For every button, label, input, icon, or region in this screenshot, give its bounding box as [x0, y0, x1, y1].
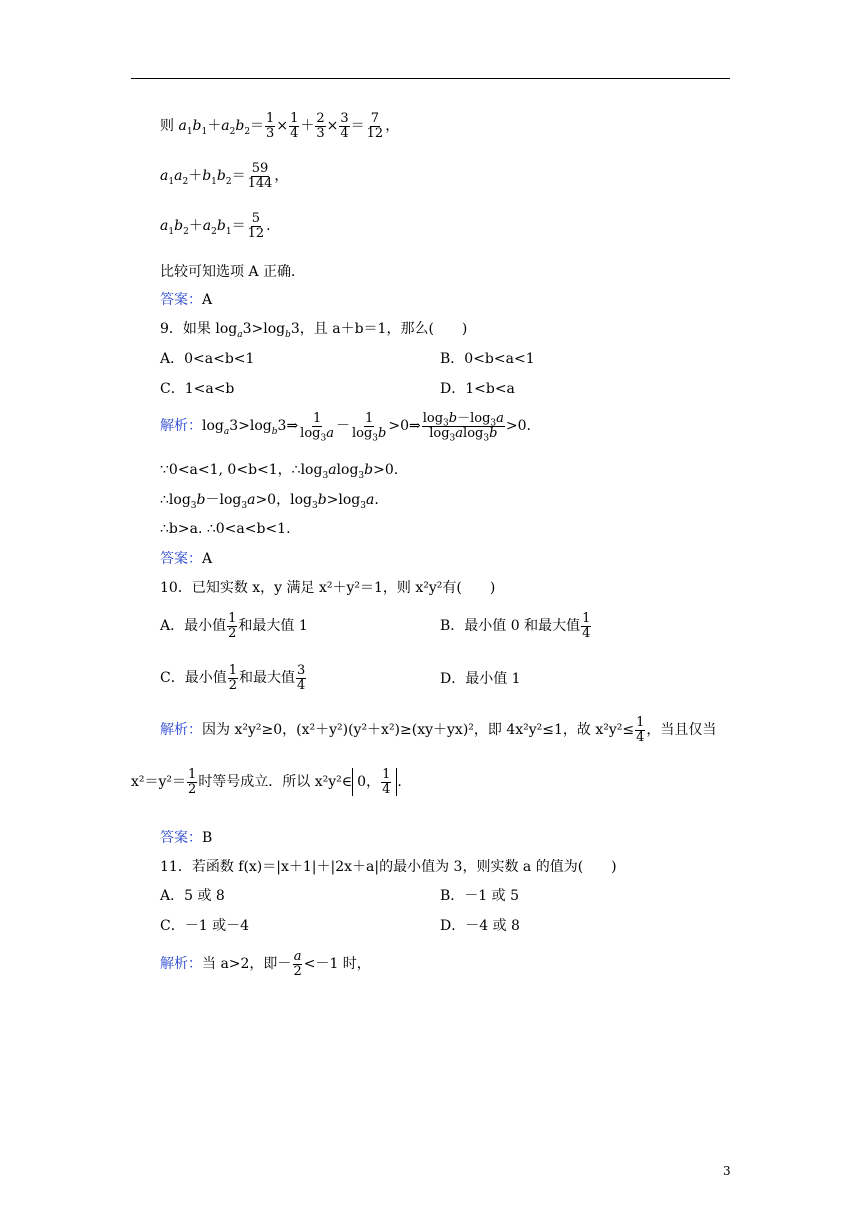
- answer-3: 答案：B: [160, 830, 213, 846]
- q9-option-b: B．0<b<a<1: [440, 351, 535, 367]
- q10-option-c: C．最小值 $\frac{1}{2}$ 和最大值 $\frac{3}{4}$: [160, 663, 306, 693]
- q10-analysis-1: 解析：因为 x²y²≥0，(x²＋y²)(y²＋x²)≥(xy＋yx)²，即 4x²y²≤1，故 x²y²≤ $\frac{1}{4}$ ，当且仅当: [160, 715, 717, 745]
- q10-option-b: B．最小值 0 和最大值 $\frac{1}{4}$: [440, 611, 591, 641]
- q9-analysis-2: ∵0<a<1, 0<b<1，$\therefore\log_3alog_3b>0$.: [160, 462, 399, 481]
- q10-stem: 10．已知实数 x，y 满足 x²＋y²＝1，则 x²y²有( ): [160, 580, 496, 596]
- answer-1: 答案：A: [160, 292, 213, 308]
- q11-option-d: D．－4 或 8: [440, 918, 520, 934]
- page-number: 3: [723, 1164, 731, 1178]
- q10-option-a: A．最小值 $\frac{1}{2}$ 和最大值 1: [160, 611, 308, 641]
- q11-analysis: 解析：当 a>2，即－ $\frac{a}{2}$ <－1 时，: [160, 949, 371, 979]
- q9-option-d: D．1<b<a: [440, 381, 515, 397]
- q10-analysis-2: x²＝y²＝ $\frac{1}{2}$ 时等号成立．所以 x²y²∈ 0， $\frac{1}{4}$ .: [131, 767, 402, 797]
- eq-a1b1: 则 $a_1b_1+a_2b_2=$ $\frac{1}{3}$ × $\frac{1}{4}$ ＋ $\frac{2}{3}$ × $\frac{3}{4}$ ＝ $\frac{7}{12}$ ，: [160, 111, 400, 141]
- q11-option-c: C．－1 或－4: [160, 918, 249, 934]
- compare-line: 比较可知选项 A 正确．: [160, 264, 306, 280]
- q9-analysis-1: 解析：$\log_a3>\log_b3\Rightarrow$ $\frac{1}{\log_3a}$ － $\frac{1}{\log_3b}$ >0⇒ $\frac{\log_3b-\log_3a}{\log_3alog_3b}$ >0.: [160, 411, 532, 444]
- eq-a1a2: $a_1a_2+b_1b_2=$ $\frac{59}{144}$ ，: [160, 161, 289, 191]
- q10-option-d: D．最小值 1: [440, 671, 521, 687]
- q9-analysis-3: $\therefore\log_3b-\log_3a>0$，$\log_3b>\log_3a$.: [160, 492, 379, 511]
- q9-option-a: A．0<a<b<1: [160, 351, 255, 367]
- q9-analysis-4: ∴b>a. ∴0<a<b<1.: [160, 521, 291, 537]
- q11-option-a: A．5 或 8: [160, 888, 225, 904]
- answer-2: 答案：A: [160, 551, 213, 567]
- q9-option-c: C．1<a<b: [160, 381, 235, 397]
- header-rule: [131, 78, 730, 79]
- q11-option-b: B．－1 或 5: [440, 888, 520, 904]
- eq-a1b2: $a_1b_2+a_2b_1=$ $\frac{5}{12}$ .: [160, 211, 271, 241]
- q9-stem: 9．如果 $\log_a3>\log_b3$，且 a＋b＝1，那么( ): [160, 321, 468, 340]
- q11-stem: 11．若函数 f(x)＝|x＋1|＋|2x＋a|的最小值为 3，则实数 a 的值为( ): [160, 859, 617, 875]
